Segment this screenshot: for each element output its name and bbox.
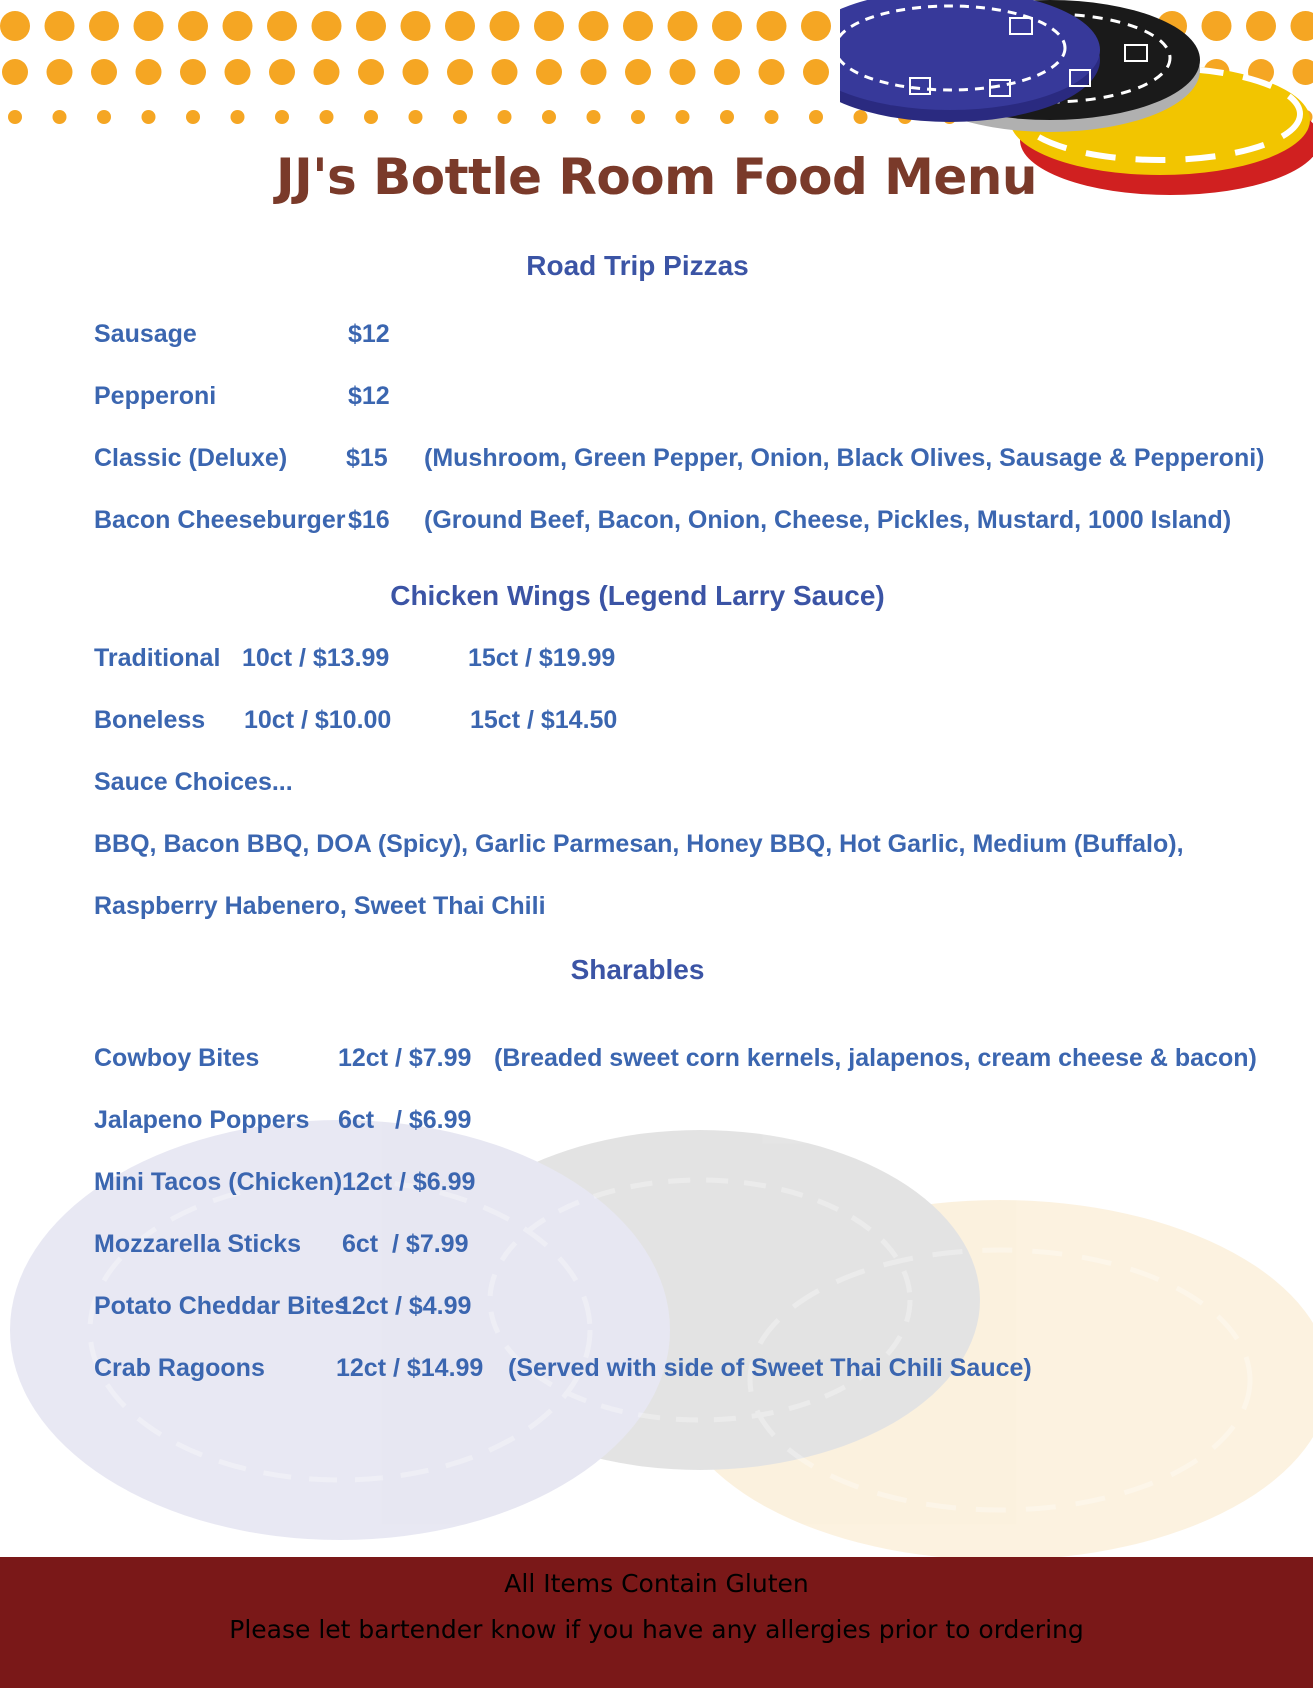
sauce-list-line-2: Raspberry Habenero, Sweet Thai Chili [94,892,546,920]
decorative-dot [670,59,696,85]
menu-item-row [94,1044,1293,1078]
decorative-dot [492,59,518,85]
item-price: 12ct / $7.99 [338,1044,472,1072]
decorative-dot [712,11,742,41]
menu-item-row [94,706,1293,740]
decorative-dot [134,11,164,41]
decorative-dot [631,110,645,124]
decorative-dot [320,110,334,124]
decorative-dot [8,110,22,124]
decorative-dot [91,59,117,85]
decorative-dot [47,59,73,85]
decorative-dot [579,11,609,41]
decorative-dot [490,11,520,41]
decorative-dot [801,11,831,41]
decorative-dot [136,59,162,85]
decorative-dot [445,11,475,41]
decorative-dot [97,110,111,124]
decorative-dot [542,110,556,124]
decorative-dot [364,110,378,124]
decorative-dot [267,11,297,41]
item-description: (Breaded sweet corn kernels, jalapenos, cream cheese & bacon) [494,1044,1257,1072]
item-name: Jalapeno Poppers [94,1106,310,1134]
decorative-dot [534,11,564,41]
menu-item-row [94,320,1293,354]
item-price-10ct: 10ct / $10.00 [244,706,392,734]
decorative-dot [625,59,651,85]
item-name: Classic (Deluxe) [94,444,288,472]
item-description: (Served with side of Sweet Thai Chili Sauce) [508,1354,1032,1382]
menu-item-row [94,1168,1293,1202]
sauce-list-line-1: BBQ, Bacon BBQ, DOA (Spicy), Garlic Parmesan, Honey BBQ, Hot Garlic, Medium (Buffalo), [94,830,1184,858]
decorative-dot [668,11,698,41]
item-name: Bacon Cheeseburger [94,506,346,534]
decorative-dot [765,110,779,124]
decorative-dot [2,59,28,85]
menu-item-row [94,1230,1293,1264]
decorative-dot [401,11,431,41]
item-name: Mini Tacos (Chicken) [94,1168,343,1196]
decorative-dot [0,11,30,41]
decorative-dot [178,11,208,41]
item-name: Pepperoni [94,382,217,410]
decorative-dot [142,110,156,124]
decorative-dot [89,11,119,41]
decorative-dot [45,11,75,41]
decorative-dot [803,59,829,85]
decorative-dot [314,59,340,85]
decorative-dot [453,110,467,124]
decorative-dot [757,11,787,41]
menu-item-row [94,444,1293,478]
allergy-footer-banner [0,1557,1313,1688]
item-name: Sausage [94,320,197,348]
section-heading-wings: Chicken Wings (Legend Larry Sauce) [390,580,885,611]
decorative-dot [356,11,386,41]
item-price-15ct: 15ct / $14.50 [470,706,618,734]
section-heading-sharables: Sharables [570,954,705,985]
decorative-dot [225,59,251,85]
section-heading-pizzas: Road Trip Pizzas [526,250,749,281]
decorative-dot [587,110,601,124]
item-description: (Ground Beef, Bacon, Onion, Cheese, Pickles, Mustard, 1000 Island) [424,506,1232,534]
menu-item-row [94,382,1293,416]
decorative-dot [269,59,295,85]
item-name: Potato Cheddar Bites [94,1292,349,1320]
decorative-dot [623,11,653,41]
decorative-dot [714,59,740,85]
gluten-notice: All Items Contain Gluten [504,1569,809,1598]
item-price: $16 [348,506,390,534]
item-price: $12 [348,382,390,410]
menu-item-row [94,1354,1293,1388]
item-price: 6ct / $6.99 [338,1106,472,1134]
decorative-dot [447,59,473,85]
allergy-notice: Please let bartender know if you have any allergies prior to ordering [229,1615,1084,1644]
item-price: 6ct / $7.99 [342,1230,469,1258]
decorative-dot [275,110,289,124]
item-price-10ct: 10ct / $13.99 [242,644,390,672]
item-name: Crab Ragoons [94,1354,265,1382]
menu-item-row [94,644,1293,678]
decorative-dot [720,110,734,124]
decorative-dot [581,59,607,85]
item-name: Boneless [94,706,206,734]
item-name: Mozzarella Sticks [94,1230,302,1258]
decorative-dot [409,110,423,124]
sauce-choices-label: Sauce Choices... [94,768,293,796]
item-price: 12ct / $14.99 [336,1354,484,1382]
item-price-15ct: 15ct / $19.99 [468,644,616,672]
decorative-dot [53,110,67,124]
decorative-dot [231,110,245,124]
menu-title: JJ's Bottle Room Food Menu [276,148,1037,206]
decorative-dot [536,59,562,85]
decorative-dot [186,110,200,124]
decorative-dot [759,59,785,85]
decorative-dot [403,59,429,85]
item-price: 12ct / $4.99 [338,1292,472,1320]
decorative-dot [809,110,823,124]
decorative-dot [180,59,206,85]
menu-item-row [94,1106,1293,1140]
decorative-dot [358,59,384,85]
item-name: Traditional [94,644,221,672]
item-price: $12 [348,320,390,348]
menu-item-row [94,1292,1293,1326]
menu-item-row [94,506,1293,540]
decorative-dot [223,11,253,41]
item-price: 12ct / $6.99 [342,1168,476,1196]
item-name: Cowboy Bites [94,1044,260,1072]
item-description: (Mushroom, Green Pepper, Onion, Black Olives, Sausage & Pepperoni) [424,444,1265,472]
item-price: $15 [346,444,388,472]
decorative-dot [676,110,690,124]
decorative-dot [312,11,342,41]
decorative-dot [498,110,512,124]
